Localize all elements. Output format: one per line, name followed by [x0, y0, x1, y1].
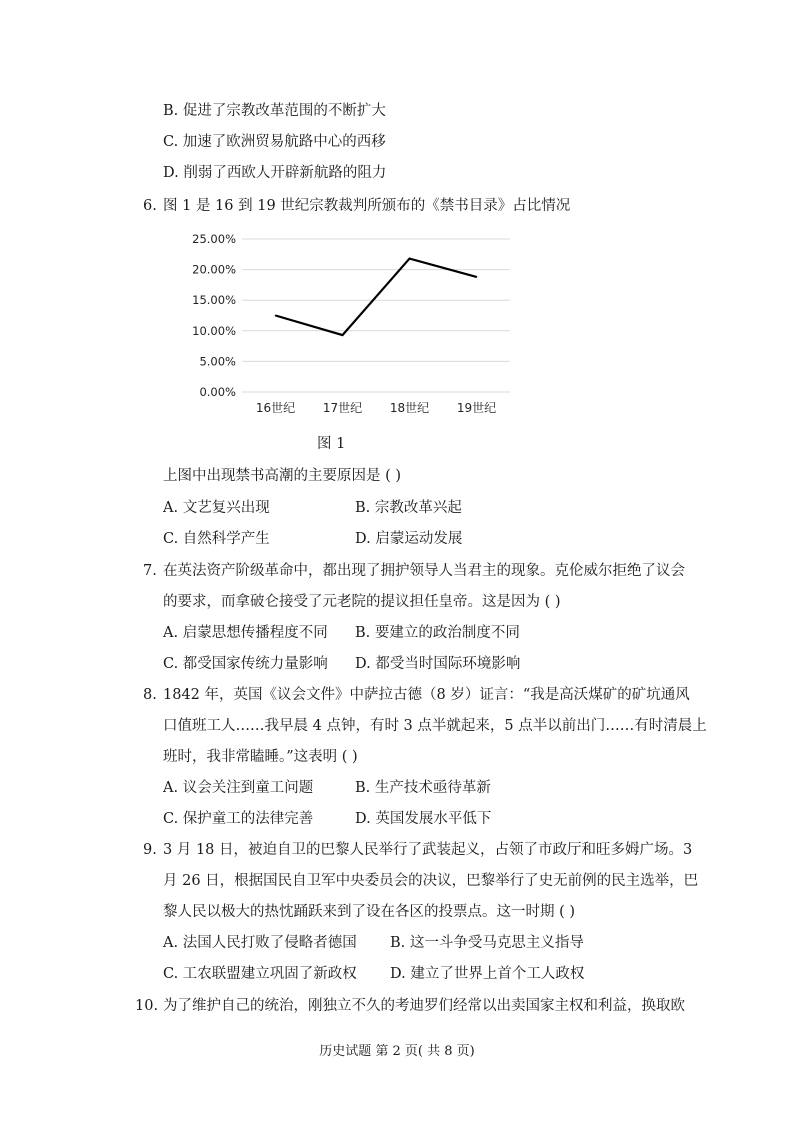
q6-stem: 图 1 是 16 到 19 世纪宗教裁判所颁布的《禁书目录》占比情况: [163, 198, 571, 214]
q6-option-c: C. 自然科学产生: [163, 531, 270, 547]
q7-option-a: A. 启蒙思想传播程度不同: [163, 625, 328, 641]
data-point: [342, 334, 344, 336]
q7-option-b: B. 要建立的政治制度不同: [355, 625, 520, 641]
q9-option-c: C. 工农联盟建立巩固了新政权: [163, 966, 357, 982]
x-tick-label: 17世纪: [322, 401, 363, 415]
q9-line-3: 黎人民以极大的热忱踊跃来到了设在各区的投票点。这一时期 ( ): [163, 904, 576, 920]
x-tick-label: 19世纪: [456, 401, 497, 415]
q8-number: 8.: [143, 687, 157, 703]
q5-option-c: C. 加速了欧洲贸易航路中心的西移: [163, 134, 386, 150]
q7-line-2: 的要求，而拿破仑接受了元老院的提议担任皇帝。这是因为 ( ): [163, 594, 561, 610]
q7-number: 7.: [143, 563, 157, 579]
y-tick-label: 15.00%: [192, 293, 236, 308]
q5-option-b: B. 促进了宗教改革范围的不断扩大: [163, 103, 386, 119]
line-chart: [150, 222, 530, 422]
x-tick-label: 16世纪: [255, 401, 296, 415]
y-tick-label: 10.00%: [192, 323, 236, 338]
y-tick-label: 0.00%: [199, 385, 236, 399]
q8-option-b: B. 生产技术亟待革新: [355, 780, 491, 796]
figure-1-chart: [150, 222, 530, 422]
q9-line-2: 月 26 日，根据国民自卫军中央委员会的决议，巴黎举行了史无前例的民主选举，巴: [163, 873, 699, 889]
figure-caption: 图 1: [317, 436, 346, 452]
q7-line-1: 在英法资产阶级革命中，都出现了拥护领导人当君主的现象。克伦威尔拒绝了议会: [163, 563, 685, 579]
x-tick-label: 18世纪: [389, 401, 430, 415]
q9-number: 9.: [143, 842, 157, 858]
q5-option-d: D. 削弱了西欧人开辟新航路的阻力: [163, 165, 387, 181]
q9-option-d: D. 建立了世界上首个工人政权: [390, 966, 585, 982]
y-tick-label: 20.00%: [192, 262, 236, 277]
q7-option-c: C. 都受国家传统力量影响: [163, 656, 328, 672]
data-point: [409, 258, 411, 260]
q10-number: 10.: [135, 998, 159, 1014]
q6-number: 6.: [143, 198, 157, 214]
y-tick-label: 25.00%: [192, 232, 236, 246]
q8-line-1: 1842 年，英国《议会文件》中萨拉古德（8 岁）证言：“我是高沃煤矿的矿坑通风: [163, 687, 690, 703]
data-point: [476, 276, 478, 278]
q8-option-d: D. 英国发展水平低下: [355, 811, 492, 827]
q6-option-d: D. 启蒙运动发展: [355, 531, 463, 547]
q9-option-b: B. 这一斗争受马克思主义指导: [390, 935, 584, 951]
q9-option-a: A. 法国人民打败了侵略者德国: [163, 935, 357, 951]
q6-option-a: A. 文艺复兴出现: [163, 500, 270, 516]
q9-line-1: 3 月 18 日，被迫自卫的巴黎人民举行了武装起义，占领了市政厅和旺多姆广场。3: [163, 842, 693, 858]
q7-option-d: D. 都受当时国际环境影响: [355, 656, 521, 672]
page-footer: 历史试题 第 2 页( 共 8 页): [319, 1044, 475, 1059]
q8-line-3: 班时，我非常瞌睡。”这表明 ( ): [163, 749, 358, 765]
q6-option-b: B. 宗教改革兴起: [355, 500, 462, 516]
data-point: [275, 315, 277, 317]
q8-line-2: 口值班工人……我早晨 4 点钟，有时 3 点半就起来，5 点半以前出门……有时清晨上: [163, 718, 707, 734]
q8-option-c: C. 保护童工的法律完善: [163, 811, 314, 827]
q10-line-1: 为了维护自己的统治，刚独立不久的考迪罗们经常以出卖国家主权和利益，换取欧: [163, 998, 685, 1014]
q8-option-a: A. 议会关注到童工问题: [163, 780, 314, 796]
y-tick-label: 5.00%: [199, 354, 236, 369]
q6-question: 上图中出现禁书高潮的主要原因是 ( ): [163, 468, 402, 484]
